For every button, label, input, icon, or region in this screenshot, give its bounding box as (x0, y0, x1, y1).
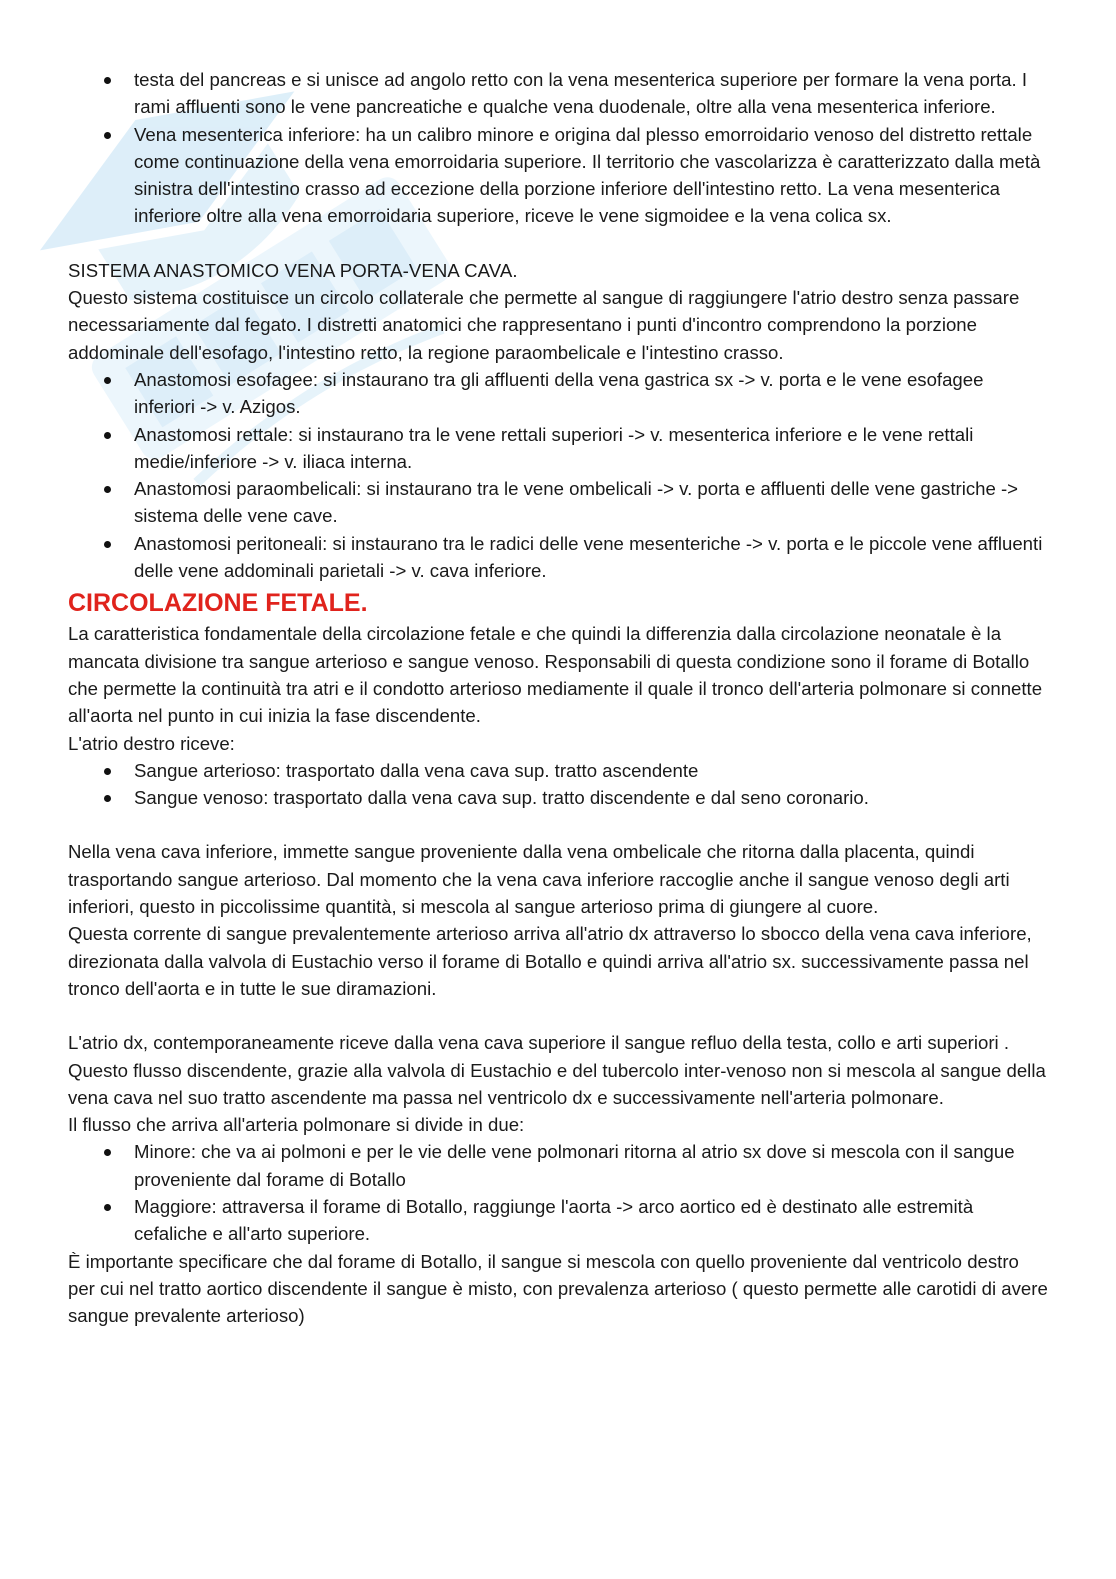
paragraph-flusso-intro: Il flusso che arriva all'arteria polmonare si divide in due: (68, 1114, 525, 1136)
list-item (134, 757, 1048, 784)
paragraph-fetal-4: L'atrio dx, contemporaneamente riceve dalla vena cava superiore il sangue refluo della testa, collo e arti superiori . Questo flusso discendente, grazie alla valvola di Eustachio e del tubercolo inter-venoso non si mescola al sangue della vena cava nel suo tratto ascendente ma passa nel ventricolo dx e successivamente nell'arteria polmonare. (68, 1032, 1046, 1108)
list-item-text: Sangue venoso: trasportato dalla vena cava sup. tratto discendente e dal seno coronario. (134, 787, 869, 809)
list-item (134, 475, 1048, 530)
list-item-text: Anastomosi esofagee: si instaurano tra gli affluenti della vena gastrica sx -> v. porta e le vene esofagee inferiori -> v. Azigos. (134, 368, 984, 418)
list-item (134, 121, 1048, 230)
paragraph-anastomotic: Questo sistema costituisce un circolo collaterale che permette al sangue di raggiungere l'atrio destro senza passare necessariamente dal fegato. I distretti anatomici che rappresentano i punti d'incontro comprendono la porzione addominale dell'esofago, l'intestino retto, la regione paraombelicale e l'intestino crasso. (68, 287, 1020, 363)
list-item-text: Vena mesenterica inferiore: ha un calibro minore e origina dal plesso emorroidario venoso del distretto rettale come continuazione della vena emorroidaria superiore. Il territorio che vascolarizza è caratterizzato dalla metà sinistra dell'intestino crasso ad eccezione della porzione inferiore dell'intestino retto. La vena mesenterica inferiore oltre alla vena emorroidaria superiore, riceve le vene sigmoidee e la vena colica sx. (134, 123, 1041, 227)
paragraph-fetal-5: È importante specificare che dal forame di Botallo, il sangue si mescola con quello proveniente dal ventricolo destro per cui nel tratto aortico discendente il sangue è misto, con prevalenza arterioso ( questo permette alle carotidi di avere sangue prevalente arterioso) (68, 1250, 1048, 1327)
list-item (134, 1193, 1048, 1248)
list-item-text: Sangue arterioso: trasportato dalla vena cava sup. tratto ascendente (134, 759, 699, 781)
list-item-text: testa del pancreas e si unisce ad angolo retto con la vena mesenterica superiore per formare la vena porta. I rami affluenti sono le vene pancreatiche e qualche vena duodenale, oltre alla vena mesenterica inferiore. (134, 69, 1028, 118)
list-item-text: Anastomosi peritoneali: si instaurano tra le radici delle vene mesenteriche -> v. porta e le piccole vene affluenti delle vene addominali parietali -> v. cava inferiore. (134, 532, 1043, 582)
flusso-list (68, 1138, 1048, 1247)
list-item (134, 421, 1048, 476)
list-item (134, 784, 1048, 811)
document-page (68, 66, 1048, 1329)
list-item (134, 366, 1048, 421)
list-item-continuation (134, 66, 1048, 121)
list-item (134, 1138, 1048, 1193)
paragraph-atrio-intro: L'atrio destro riceve: (68, 732, 235, 754)
intro-list (68, 66, 1048, 230)
list-item (134, 530, 1048, 585)
paragraph-fetal-2: Nella vena cava inferiore, immette sangue proveniente dalla vena ombelicale che ritorna dalla placenta, quindi trasportando sangue arterioso. Dal momento che la vena cava inferiore raccoglie anche il sangue venoso degli arti inferiori, questo in piccolissime quantità, si mescola al sangue arterioso prima di giungere al cuore. (68, 841, 1010, 918)
spacer (68, 811, 1048, 838)
anastomosis-list (68, 366, 1048, 584)
spacer (68, 230, 1048, 257)
spacer (68, 1002, 1048, 1029)
paragraph-fetal-3: Questa corrente di sangue prevalentemente arterioso arriva all'atrio dx attraverso lo sbocco della vena cava inferiore, direzionata dalla valvola di Eustachio verso il forame di Botallo e quindi arriva all'atrio sx. successivamente passa nel tronco dell'aorta e in tutte le sue diramazioni. (68, 923, 1032, 999)
list-item-text: Maggiore: attraversa il forame di Botallo, raggiunge l'aorta -> arco aortico ed è destinato alle estremità cefaliche e all'arto superiore. (134, 1195, 974, 1245)
atrio-list (68, 757, 1048, 812)
list-item-text: Anastomosi paraombelicali: si instaurano tra le vene ombelicali -> v. porta e affluenti delle vene gastriche -> sistema delle vene cave. (134, 478, 1019, 527)
list-item-text: Anastomosi rettale: si instaurano tra le vene rettali superiori -> v. mesenterica inferiore e le vene rettali medie/inferiore -> v. iliaca interna. (134, 423, 974, 472)
paragraph-fetal-1: La caratteristica fondamentale della circolazione fetale e che quindi la differenzia dalla circolazione neonatale è la mancata divisione tra sangue arterioso e sangue venoso. Responsabili di questa condizione sono il forame di Botallo che permette la continuità tra atri e il condotto arterioso mediamente il quale il tronco dell'arteria polmonare si connette all'aorta nel punto in cui inizia la fase discendente. (68, 623, 1043, 727)
list-item-text: Minore: che va ai polmoni e per le vie delle vene polmonari ritorna al atrio sx dove si mescola con il sangue proveniente dal forame di Botallo (134, 1141, 1015, 1190)
section-heading-fetal: CIRCOLAZIONE FETALE. (68, 589, 368, 618)
section-title-anastomotic: SISTEMA ANASTOMICO VENA PORTA-VENA CAVA. (68, 259, 518, 281)
